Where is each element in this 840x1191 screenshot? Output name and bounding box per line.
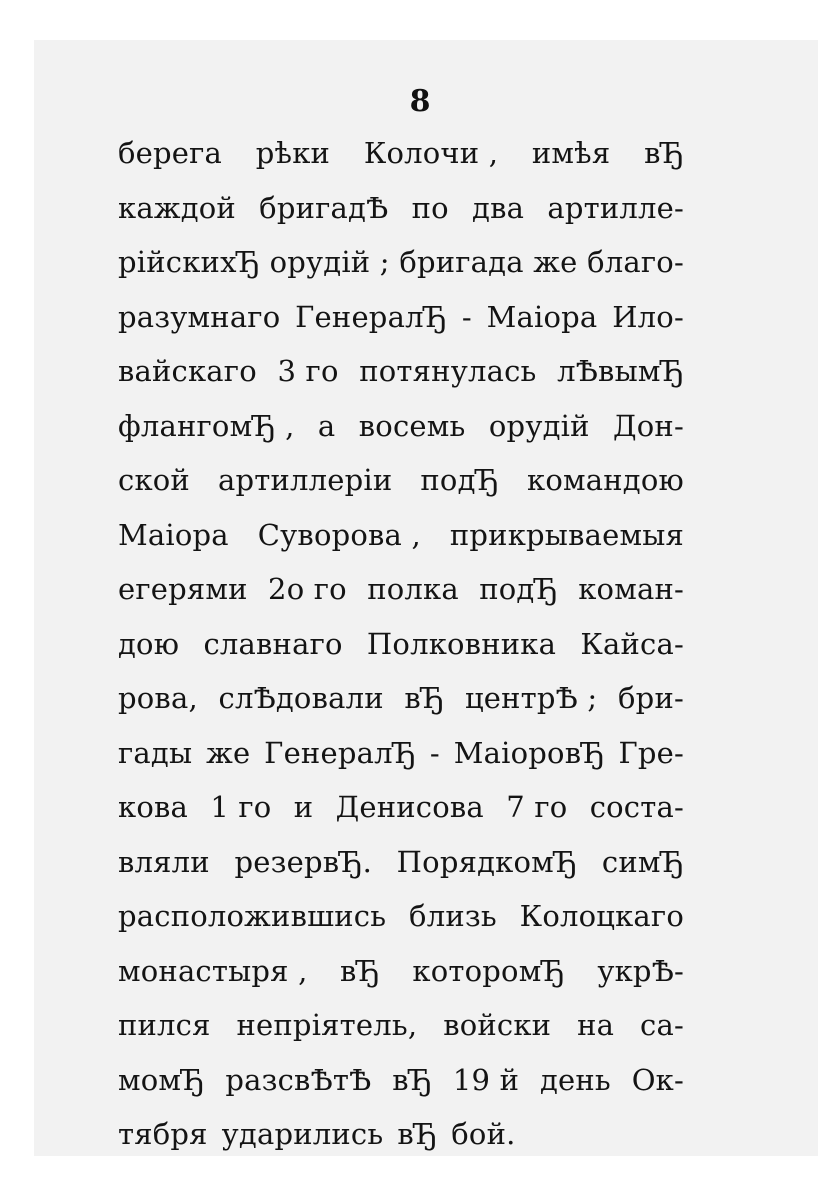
text-line xyxy=(118,290,684,345)
word: тября xyxy=(118,1117,208,1151)
word: центрѢ ; xyxy=(464,681,598,715)
word: вляли xyxy=(118,844,210,879)
body-text xyxy=(118,126,684,1162)
word: потянулась xyxy=(359,354,537,388)
text-line xyxy=(118,562,684,617)
word: по xyxy=(411,190,449,225)
text-line xyxy=(118,1053,684,1108)
word: 3 го xyxy=(277,354,339,388)
text-line xyxy=(118,181,684,236)
word: ГенералЂ xyxy=(264,735,417,770)
word: 1 го xyxy=(210,790,272,824)
word: же xyxy=(206,735,251,770)
word: рѣки xyxy=(255,136,331,170)
word: Кайса- xyxy=(580,626,684,661)
word: монастыря , xyxy=(118,953,308,988)
word: прикрываемыя xyxy=(449,517,684,552)
word: два xyxy=(472,190,525,225)
word: соста- xyxy=(589,790,684,824)
word: берега xyxy=(118,136,223,170)
word: слѢдовали xyxy=(218,681,384,715)
word: же xyxy=(533,245,578,279)
word: ударились xyxy=(221,1117,384,1151)
word: пился xyxy=(118,1008,211,1042)
word: орудій xyxy=(488,408,590,443)
word: восемь xyxy=(358,408,466,443)
word: каждой xyxy=(118,190,236,225)
word: Полковника xyxy=(366,626,557,661)
word: 19 й xyxy=(452,1062,520,1097)
word: Гре- xyxy=(618,735,684,770)
word: 2о го xyxy=(268,572,347,606)
word: флангомЂ , xyxy=(118,408,295,443)
word: бой. xyxy=(451,1117,516,1151)
word: Ок- xyxy=(631,1062,684,1097)
word: благо- xyxy=(587,245,684,279)
word: МаіоровЂ xyxy=(453,735,605,770)
text-line xyxy=(118,344,684,399)
word: Ило- xyxy=(612,299,684,334)
word: расположившись xyxy=(118,899,387,933)
text-line xyxy=(118,453,684,508)
word: артилле- xyxy=(547,190,684,225)
word: - xyxy=(461,299,472,334)
word: момЂ xyxy=(118,1062,205,1097)
word: коман- xyxy=(578,572,684,606)
word: вЂ xyxy=(397,1117,438,1151)
word: которомЂ xyxy=(412,953,565,988)
word: славнаго xyxy=(203,626,343,661)
word: командою xyxy=(527,463,684,497)
word: Денисова xyxy=(335,790,484,824)
word: бри- xyxy=(618,681,684,715)
word: вЂ xyxy=(644,136,684,170)
word: лѢвымЂ xyxy=(557,354,684,388)
word: Маіора xyxy=(486,299,598,334)
text-line xyxy=(118,617,684,672)
word: ПорядкомЂ xyxy=(396,844,578,879)
text-line xyxy=(118,998,684,1053)
word: бригада xyxy=(399,245,524,279)
text-line xyxy=(118,835,684,890)
word: Суворова , xyxy=(257,517,421,552)
word: вайскаго xyxy=(118,354,257,388)
word: день xyxy=(539,1062,611,1097)
word: дою xyxy=(118,626,180,661)
word: полка xyxy=(367,572,459,606)
text-line xyxy=(118,671,684,726)
text-line xyxy=(118,399,684,454)
word: орудій ; xyxy=(269,245,390,279)
word: са- xyxy=(640,1008,684,1042)
word: подЂ xyxy=(479,572,558,606)
word: укрѢ- xyxy=(597,953,684,988)
text-line xyxy=(118,235,684,290)
page-number: 8 xyxy=(409,84,431,119)
word: артиллеріи xyxy=(217,463,393,497)
text-line xyxy=(118,780,684,835)
text-line xyxy=(118,508,684,563)
word: на xyxy=(577,1008,615,1042)
word: Колоцкаго xyxy=(519,899,684,933)
word: 7 го xyxy=(506,790,568,824)
word: вЂ xyxy=(392,1062,433,1097)
text-line xyxy=(118,126,684,181)
word: подЂ xyxy=(420,463,500,497)
text-line xyxy=(118,726,684,781)
word: кова xyxy=(118,790,189,824)
word: рова, xyxy=(118,681,198,715)
text-line xyxy=(118,1107,684,1162)
word: гады xyxy=(118,735,193,770)
word: ГенералЂ xyxy=(295,299,448,334)
word: разумнаго xyxy=(118,299,281,334)
word: Дон- xyxy=(613,408,684,443)
word: имѣя xyxy=(531,136,611,170)
word: резервЂ. xyxy=(234,844,373,879)
text-line xyxy=(118,889,684,944)
word: и xyxy=(293,790,314,824)
word: Колочи , xyxy=(363,136,499,170)
word: бригадѢ xyxy=(259,190,389,225)
word: - xyxy=(429,735,440,770)
word: Маіора xyxy=(118,517,229,552)
word: вЂ xyxy=(404,681,445,715)
word: войски xyxy=(443,1008,552,1042)
word: егерями xyxy=(118,572,248,606)
word: непріятель, xyxy=(236,1008,418,1042)
word: разсвѢтѢ xyxy=(225,1062,372,1097)
word: ской xyxy=(118,463,190,497)
word: вЂ xyxy=(340,953,380,988)
word: близь xyxy=(409,899,497,933)
word: а xyxy=(317,408,336,443)
word: симЂ xyxy=(601,844,684,879)
word: рійскихЂ xyxy=(118,245,260,279)
text-line xyxy=(118,944,684,999)
